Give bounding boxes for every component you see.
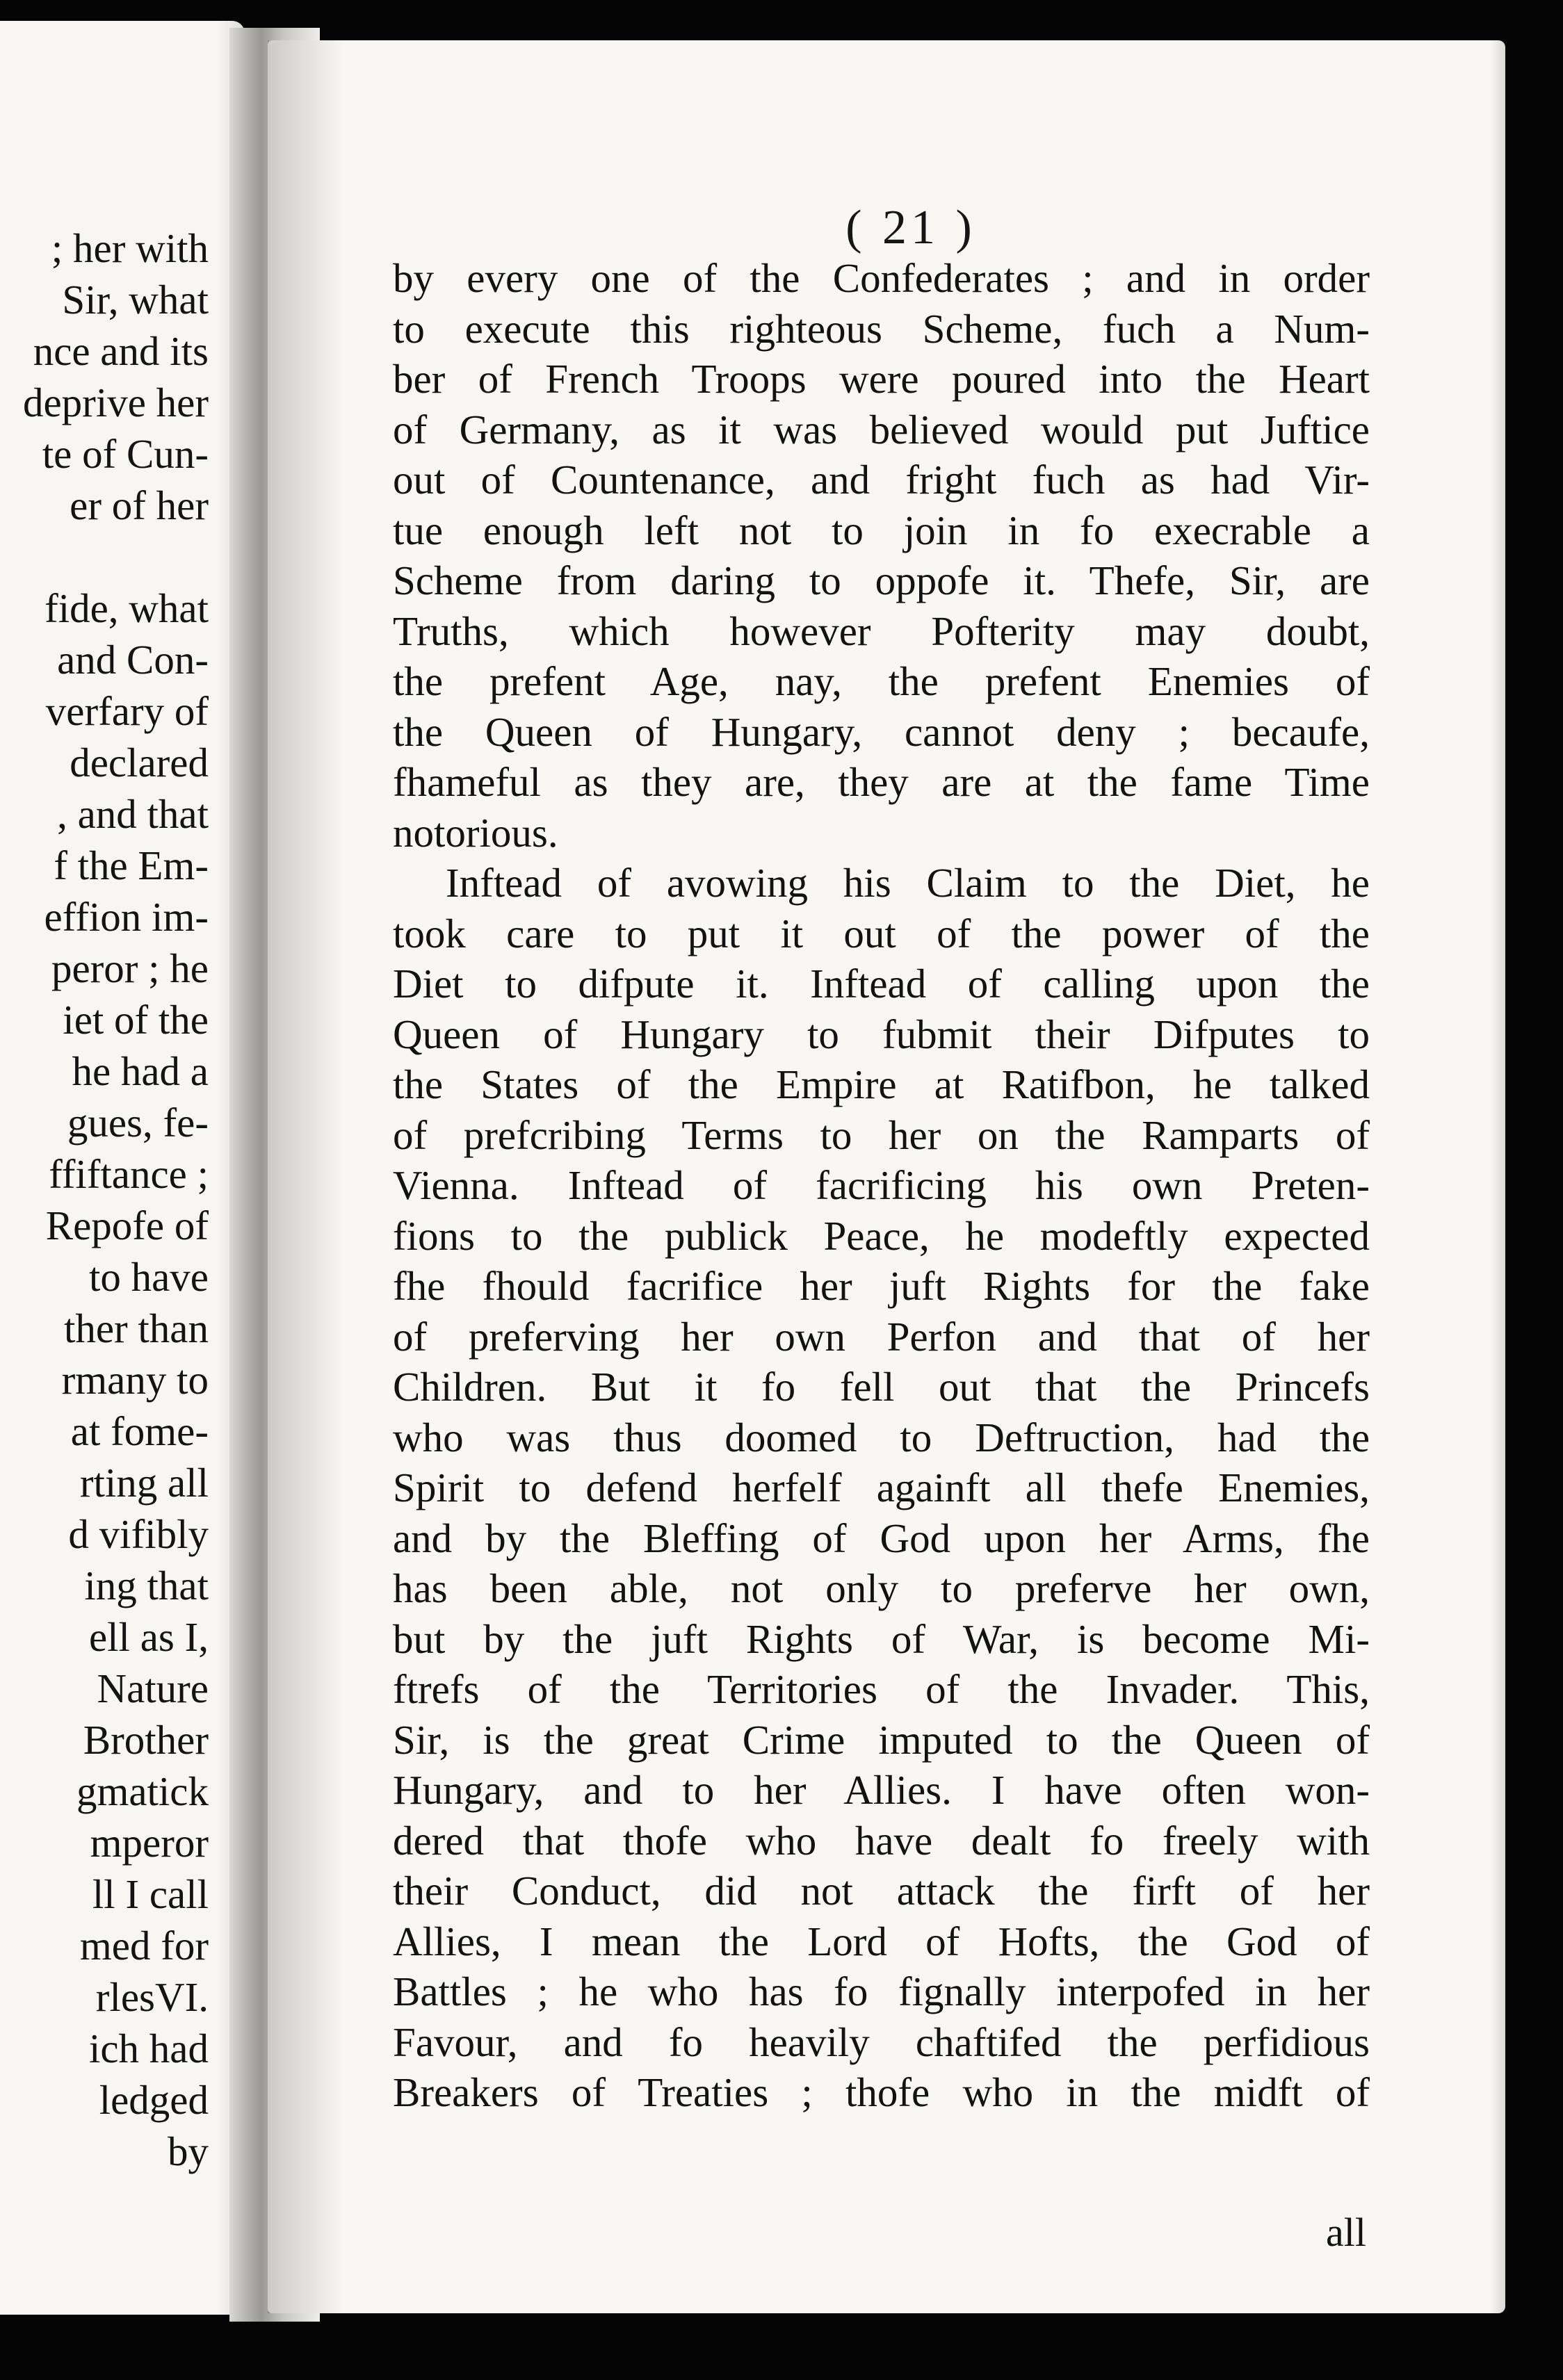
left-line: Sir, what: [62, 277, 209, 323]
text-line: dered that thofe who have dealt fo freely with: [393, 1817, 1370, 1864]
left-line: er of her: [70, 482, 209, 528]
text-line: Breakers of Treaties ; thofe who in the midft of: [393, 2069, 1370, 2115]
text-line: Queen of Hungary to fubmit their Difputes to: [393, 1011, 1370, 1057]
text-line: Truths, which however Pofterity may doubt,: [393, 608, 1370, 654]
left-line: fide, what: [44, 585, 209, 631]
left-line: peror ; he: [51, 945, 209, 991]
left-line: [0, 531, 209, 582]
text-line: fhameful as they are, they are at the fame Time: [393, 759, 1370, 805]
left-line: ich had: [88, 2026, 209, 2071]
text-line: ber of French Troops were poured into the Heart: [393, 356, 1370, 402]
text-line: but by the juft Rights of War, is become Mi-: [393, 1615, 1370, 1662]
left-line: mperor: [90, 1820, 209, 1866]
text-line: who was thus doomed to Deftruction, had the: [393, 1414, 1370, 1460]
text-line: Hungary, and to her Allies. I have often won-: [393, 1767, 1370, 1813]
left-line: , and that: [57, 791, 209, 837]
left-line: f the Em-: [54, 842, 209, 888]
page-number: ( 21 ): [845, 201, 976, 254]
text-line: their Conduct, did not attack the firft of her: [393, 1868, 1370, 1914]
left-line: ing that: [84, 1563, 209, 1608]
left-line: ffiftance ;: [49, 1151, 209, 1197]
left-line: te of Cun-: [42, 431, 209, 477]
left-line: ledged: [99, 2077, 209, 2123]
text-line: tue enough left not to join in fo execrable a: [393, 507, 1370, 553]
text-line: by every one of the Confederates ; and in order: [393, 255, 1370, 301]
left-line: iet of the: [63, 997, 209, 1043]
text-line: Diet to difpute it. Inftead of calling upon the: [393, 961, 1370, 1006]
left-line: Nature: [97, 1665, 209, 1711]
text-line: has been able, not only to preferve her own,: [393, 1565, 1370, 1611]
text-line: fhe fhould facrifice her juft Rights for the fake: [393, 1263, 1370, 1309]
left-line: rting all: [79, 1460, 209, 1506]
left-line: to have: [88, 1254, 209, 1300]
text-line: Allies, I mean the Lord of Hofts, the God of: [393, 1918, 1370, 1964]
text-line: notorious.: [393, 809, 558, 856]
left-line: gmatick: [76, 1768, 209, 1814]
left-line: ther than: [63, 1305, 209, 1351]
text-line: of prefcribing Terms to her on the Ramparts of: [393, 1111, 1370, 1158]
left-line: deprive her: [23, 380, 209, 425]
left-line: and Con-: [57, 637, 209, 683]
text-line: and by the Bleffing of God upon her Arms, fhe: [393, 1515, 1370, 1561]
left-line: Repofe of: [45, 1203, 209, 1248]
text-line: fions to the publick Peace, he modeftly expected: [393, 1212, 1370, 1259]
left-line: ; her with: [51, 225, 209, 271]
body-text: [393, 253, 1370, 2118]
left-line: rmany to: [61, 1357, 209, 1403]
left-line: by: [168, 2128, 209, 2174]
text-line: Favour, and fo heavily chaftifed the perfidious: [393, 2019, 1370, 2065]
text-line: Sir, is the great Crime imputed to the Queen of: [393, 1716, 1370, 1763]
left-line: ll I call: [92, 1871, 209, 1917]
left-line: gues, fe-: [67, 1100, 209, 1146]
text-line: Spirit to defend herfelf againft all thefe Enemies,: [393, 1465, 1370, 1510]
text-line: to execute this righteous Scheme, fuch a Num-: [393, 305, 1370, 352]
page-edge-shadow: [1490, 40, 1505, 2313]
left-page-text: [0, 222, 209, 2177]
left-line: Brother: [83, 1717, 209, 1763]
text-line: the prefent Age, nay, the prefent Enemies of: [393, 658, 1370, 704]
text-line: the States of the Empire at Ratifbon, he talked: [393, 1061, 1370, 1107]
text-line: Battles ; he who has fo fignally interpofed in her: [393, 1969, 1370, 2014]
text-line: ftrefs of the Territories of the Invader. This,: [393, 1666, 1370, 1712]
text-line: of Germany, as it was believed would put Juftice: [393, 406, 1370, 453]
text-line: took care to put it out of the power of the: [393, 910, 1370, 956]
text-line: the Queen of Hungary, cannot deny ; becaufe,: [393, 708, 1370, 755]
left-line: med for: [79, 1923, 209, 1969]
left-line: declared: [70, 740, 209, 785]
left-line: ell as I,: [88, 1614, 209, 1660]
text-line: Children. But it fo fell out that the Princefs: [393, 1364, 1370, 1410]
text-line: Scheme from daring to oppofe it. Thefe, Sir, are: [393, 557, 1370, 603]
left-line: verfary of: [45, 688, 209, 734]
right-page: [268, 40, 1505, 2313]
text-line: out of Countenance, and fright fuch as had Vir-: [393, 457, 1370, 503]
left-line: effion im-: [44, 894, 209, 940]
left-page: [0, 21, 245, 2315]
text-line: Vienna. Inftead of facrificing his own Preten-: [393, 1162, 1370, 1208]
left-line: nce and its: [33, 328, 209, 374]
left-line: at fome-: [70, 1408, 209, 1454]
text-line: of preferving her own Perfon and that of her: [393, 1313, 1370, 1360]
left-line: rlesVI.: [95, 1974, 209, 2020]
left-line: he had a: [72, 1048, 209, 1094]
text-line: Inftead of avowing his Claim to the Diet, he: [446, 860, 1370, 906]
left-line: d vifibly: [68, 1511, 209, 1557]
catchword: all: [1326, 2210, 1366, 2255]
